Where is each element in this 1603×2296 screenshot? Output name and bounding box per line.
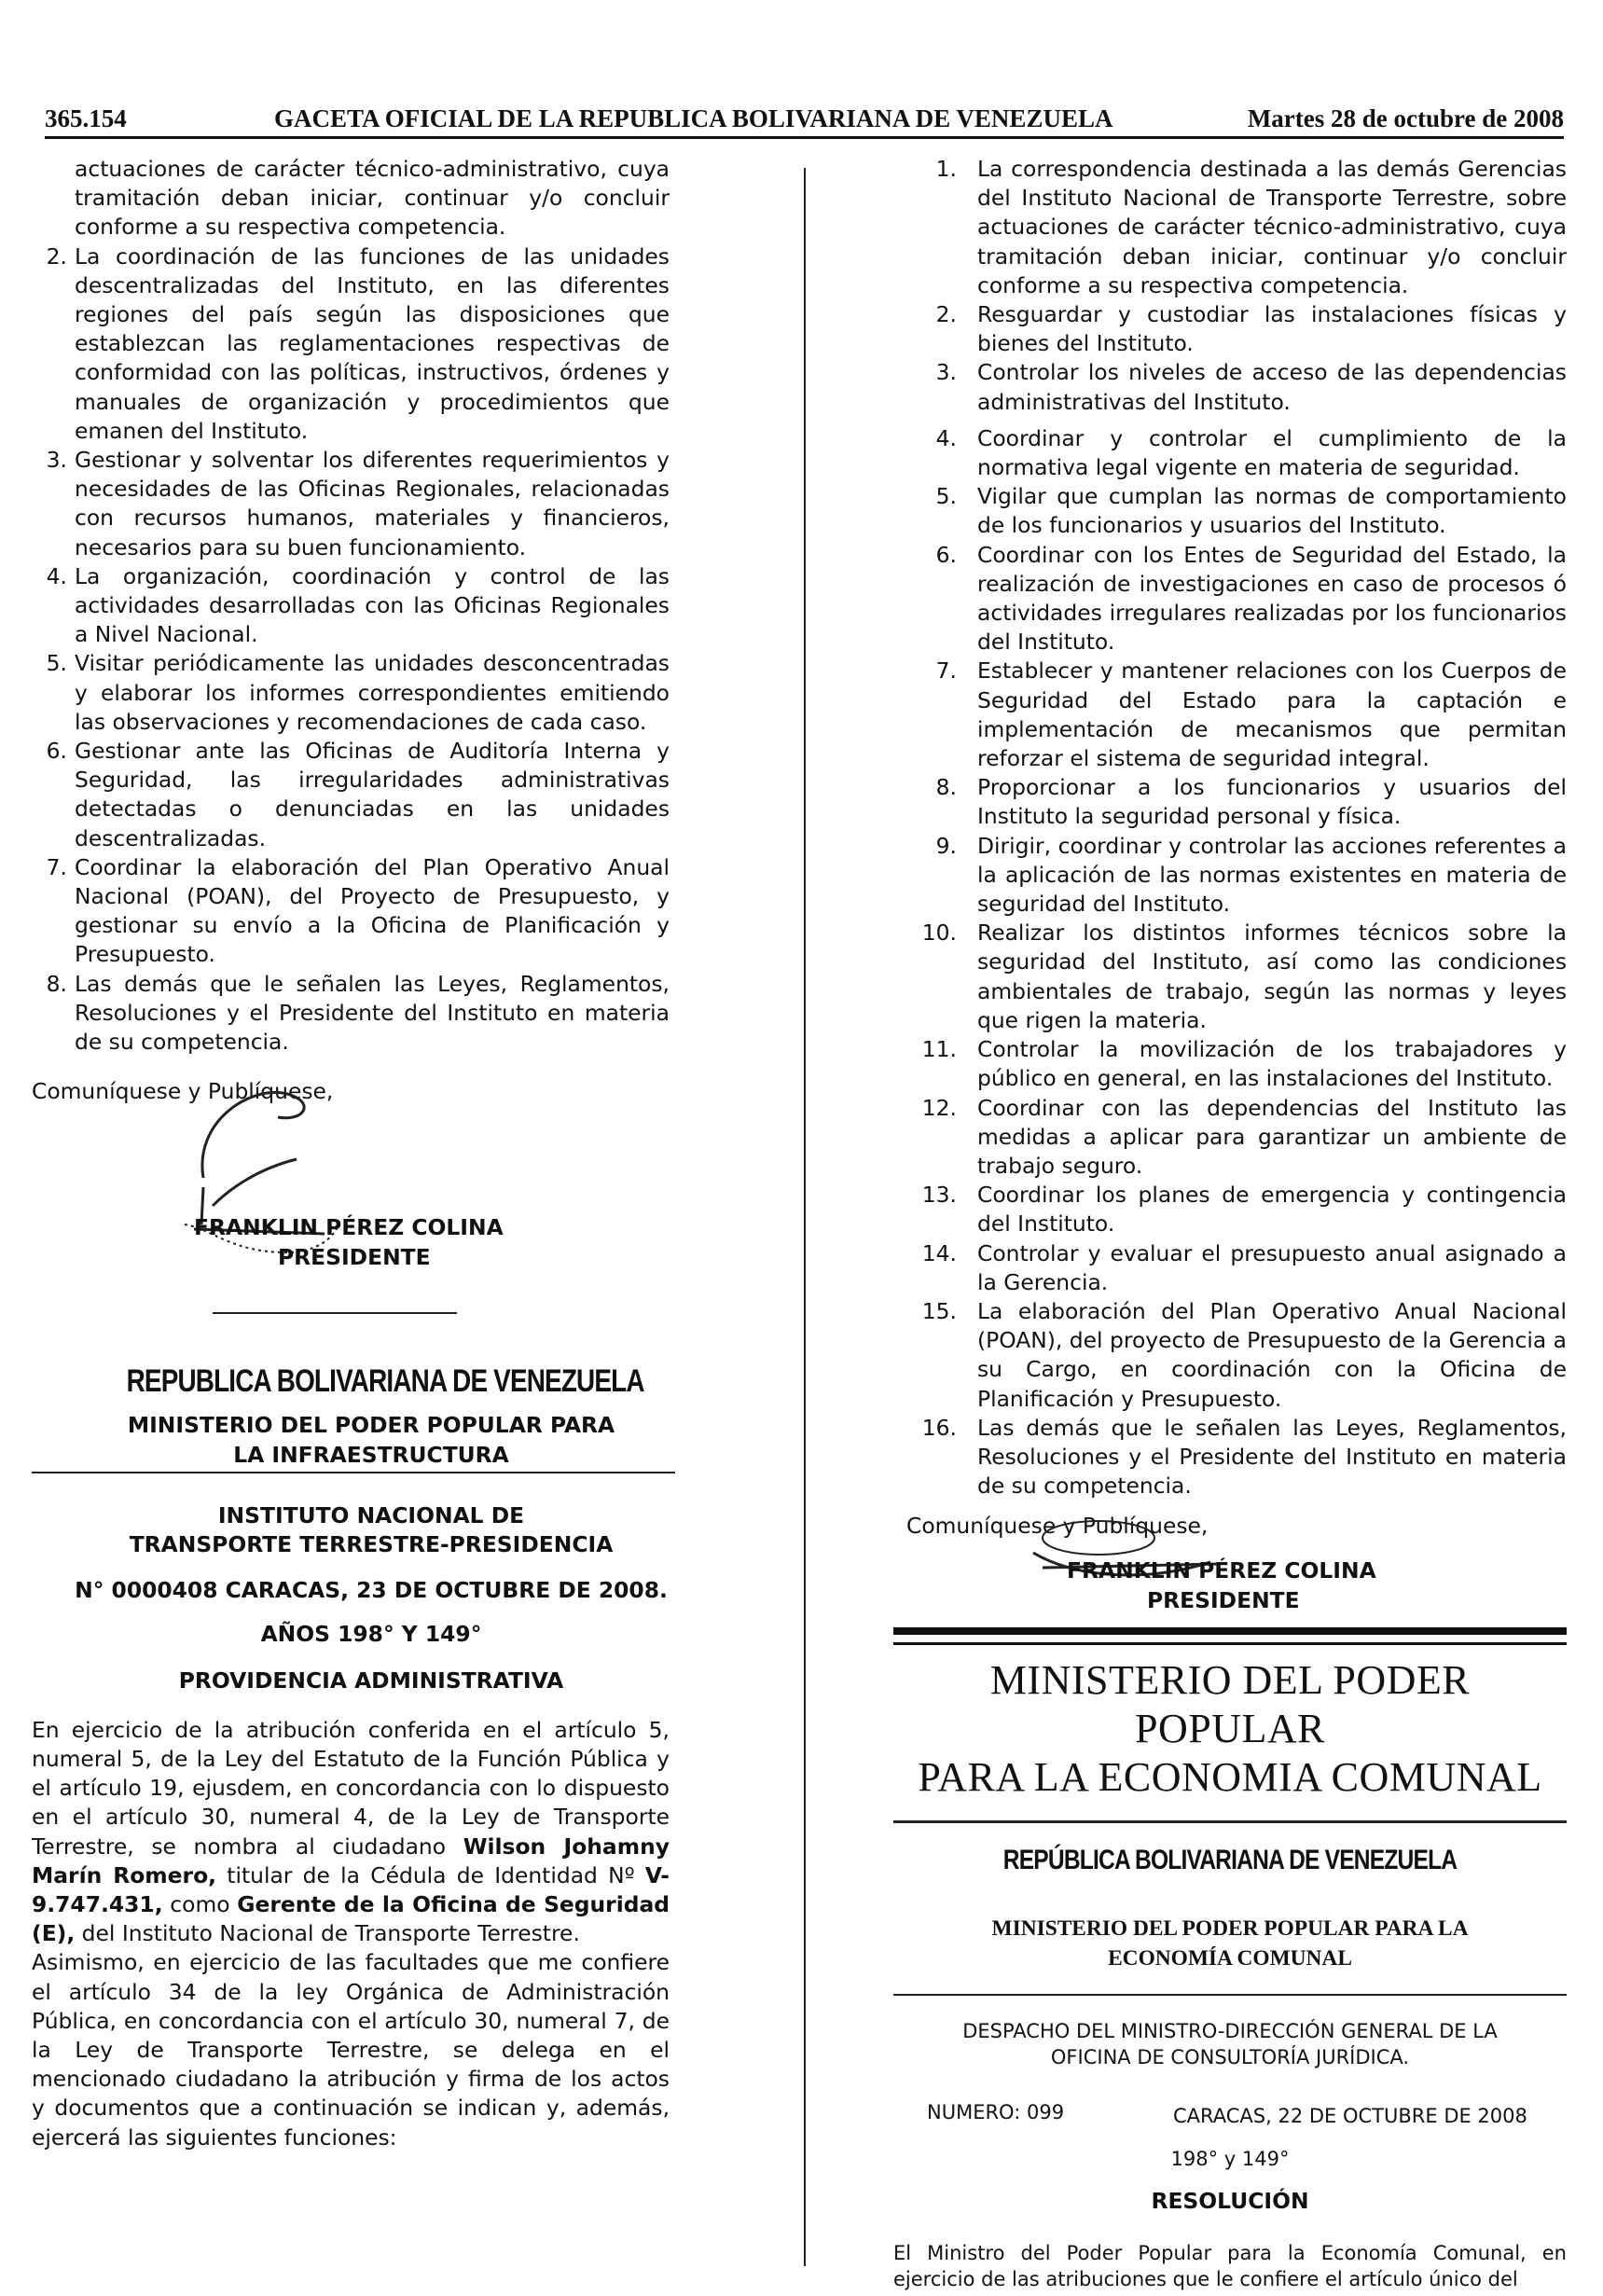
closing-formula: Comuníquese y Publíquese, [906,1513,1209,1540]
republic-heading: REPUBLICA BOLIVARIANA DE VENEZUELA [126,1363,644,1400]
ministry-title-line-2: PARA LA ECONOMIA COMUNAL [918,1754,1542,1801]
list-item: 13. Coordinar los planes de emergencia y contingencia del Instituto. [921,1182,1567,1238]
section-rule-thin [893,1642,1567,1645]
paragraph-appointment: En ejercicio de la atribución conferida en el artículo 5, numeral 5, de la Ley del Estatuto de la Función Pública y el artículo 19, ejusdem, en concordancia con lo dispuesto en el artículo 30, numeral 4, de la Ley de Transporte Terrestre, se nombra al ciudadano Wilson Johamny Marín Romero, titular de la Cédula de Identidad Nº V- 9.747.431, como Gerente de la Oficina de Seguridad (E), del Instituto Nacional de Transporte Terrestre. [32,1716,670,1947]
signer-name: FRANKLIN PÉREZ COLINA [1067,1557,1376,1584]
signer-name: FRANKLIN PÉREZ COLINA [194,1214,504,1241]
gazette-title: GACETA OFICIAL DE LA REPUBLICA BOLIVARIANA DE VENEZUELA [274,104,1113,132]
title-rule [893,1820,1567,1823]
separator-rule [213,1312,457,1314]
document-number: N° 0000408 CARACAS, 23 DE OCTUBRE DE 2008. [75,1577,668,1604]
list-item: 12. Coordinar con las dependencias del Instituto las medidas a aplicar para garantizar un ambiente de trabajo seguro. [921,1094,1567,1179]
resolution-number-row [893,2091,1567,2127]
republic-heading: REPÚBLICA BOLIVARIANA DE VENEZUELA [1002,1845,1458,1876]
institute-line-1: INSTITUTO NACIONAL DE [217,1501,525,1528]
institute-line-2: TRANSPORTE TERRESTRE-PRESIDENCIA [129,1530,614,1557]
office-line-2: OFICINA DE CONSULTORÍA JURÍDICA. [1050,2045,1410,2068]
ministry-heading: MINISTERIO DEL PODER POPULAR PARA LA INFRAESTRUCTURA [127,1412,615,1468]
document-type: PROVIDENCIA ADMINISTRATIVA [178,1667,564,1694]
list-item: 8. Proporcionar a los funcionarios y usuarios del Instituto la seguridad personal y física. [935,774,1567,830]
list-item: 6. Coordinar con los Entes de Seguridad del Estado, la realización de investigaciones en caso de procesos ó actividades irregulares realizadas por los funcionarios del Instituto. [935,541,1567,656]
closing-formula: Comuníquese y Publíquese, [32,1078,334,1105]
list-item: 9. Dirigir, coordinar y controlar las acciones referentes a la aplicación de las normas existentes en materia de seguridad del Instituto. [935,832,1567,918]
list-item: 6. Gestionar ante las Oficinas de Auditoría Interna y Seguridad, las irregularidades administrativas detectadas o denunciadas en las unidades descentralizadas. [46,738,670,851]
ministry-sub-line-2: ECONOMÍA COMUNAL [1108,1945,1352,1971]
list-item: 11. Controlar la movilización de los trabajadores y público en general, en las instalaciones del Instituto. [921,1036,1567,1092]
list-item: 10. Realizar los distintos informes técnicos sobre la seguridad del Instituto, así como las condiciones ambientales de trabajo, según las normas y leyes que rigen la materia. [921,920,1567,1033]
right-function-list [893,155,1567,1501]
list-item: 1. La correspondencia destinada a las demás Gerencias del Instituto Nacional de Transporte Terrestre, sobre actuaciones de carácter técnico-administrativo, cuya tramitación deban iniciar, continuar y/o concluir conforme a su respectiva competencia. [935,156,1567,298]
list-item: 5. Visitar periódicamente las unidades desconcentradas y elaborar los informes correspondientes emitiendo las observaciones y recomendaciones de cada caso. [46,650,670,735]
list-item: 2. La coordinación de las funciones de las unidades descentralizadas del Instituto, en las diferentes regiones del país según las disposiciones que establezcan las reglamentaciones respectivas de conformidad con las políticas, instructivos, órdenes y manuales de organización y procedimientos que emanen del Instituto. [46,242,670,444]
list-item: 14. Controlar y evaluar el presupuesto anual asignado a la Gerencia. [921,1239,1567,1295]
list-item: 4. Coordinar y controlar el cumplimiento de la normativa legal vigente en materia de seguridad. [935,424,1567,481]
list-item: 2. Resguardar y custodiar las instalaciones físicas y bienes del Instituto. [935,301,1567,357]
years-line: AÑOS 198° Y 149° [260,1621,482,1648]
list-item: 3. Controlar los niveles de acceso de las dependencias administrativas del Instituto. [935,359,1567,415]
signature-block [32,1057,670,1271]
issue-date: Martes 28 de octubre de 2008 [1247,104,1564,132]
list-item: 5. Vigilar que cumplan las normas de comportamiento de los funcionarios y usuarios del Instituto. [935,483,1567,539]
years-line: 198° y 149° [1170,2147,1290,2170]
ministry-sub-line-1: MINISTERIO DEL PODER POPULAR PARA LA [991,1916,1469,1942]
page-number: 365.154 [45,104,127,132]
right-column [893,155,1567,2292]
list-item: 15. La elaboración del Plan Operativo Anual Nacional (POAN), del proyecto de Presupuesto de la Gerencia a su Cargo, en coordinación con la Oficina de Planificación y Presupuesto. [921,1297,1567,1412]
section-rule-thick [893,1627,1567,1635]
paragraph-delegation: Asimismo, en ejercicio de las facultades que me confiere el artículo 34 de la ley Orgánica de Administración Pública, en concordancia con el artículo 30, numeral 7, de la Ley de Transporte Terrestre, se delega en el mencionado ciudadano la atribución y firma de los actos y documentos que a continuación se indican y, además, ejercerá las siguientes funciones: [32,1949,670,2151]
ministry-title-line-1: MINISTERIO DEL PODER POPULAR [989,1657,1471,1752]
list-item: 7. Establecer y mantener relaciones con los Cuerpos de Seguridad del Estado para la captación e implementación de mecanismos que permitan reforzar el sistema de seguridad integral. [935,657,1567,772]
list-item: 8. Las demás que le señalen las Leyes, Reglamentos, Resoluciones y el Presidente del Instituto en materia de su competencia. [46,970,670,1056]
sub-rule [893,1994,1567,1996]
left-function-list [46,242,670,1058]
left-column [32,155,670,2152]
document-type: RESOLUCIÓN [1151,2187,1309,2214]
office-line-1: DESPACHO DEL MINISTRO-DIRECCIÓN GENERAL DE LA [962,2019,1498,2042]
list-continuation: actuaciones de carácter técnico-administrativo, cuya tramitación deban iniciar, continuar y/o concluir conforme a su respectiva competencia. [75,156,670,241]
signer-role: PRESIDENTE [278,1244,431,1271]
list-item: 4. La organización, coordinación y control de las actividades desarrolladas con las Oficinas Regionales a Nivel Nacional. [46,562,670,648]
resolution-number: NUMERO: 099 [927,2100,1065,2123]
resolution-place-date: CARACAS, 22 DE OCTUBRE DE 2008 [1173,2104,1527,2127]
signature-block-right [893,1512,1567,1622]
gazette-header [45,101,1564,139]
list-item: 7. Coordinar la elaboración del Plan Operativo Anual Nacional (POAN), del Proyecto de Presupuesto, y gestionar su envío a la Oficina de Planificación y Presupuesto. [46,853,670,968]
heading-rule [32,1472,675,1473]
list-item: 3. Gestionar y solventar los diferentes requerimientos y necesidades de las Oficinas Regionales, relacionadas con recursos humanos, materiales y financieros, necesarios para su buen funcionamiento. [46,447,670,560]
signer-role: PRESIDENTE [1147,1587,1300,1614]
list-item: 16. Las demás que le señalen las Leyes, Reglamentos, Resoluciones y el Presidente del Instituto en materia de su competencia. [921,1414,1567,1500]
column-divider [804,168,806,2266]
resolution-intro: El Ministro del Poder Popular para la Economía Comunal, en ejercicio de las atribuciones que le confiere el artículo único del [893,2242,1567,2291]
